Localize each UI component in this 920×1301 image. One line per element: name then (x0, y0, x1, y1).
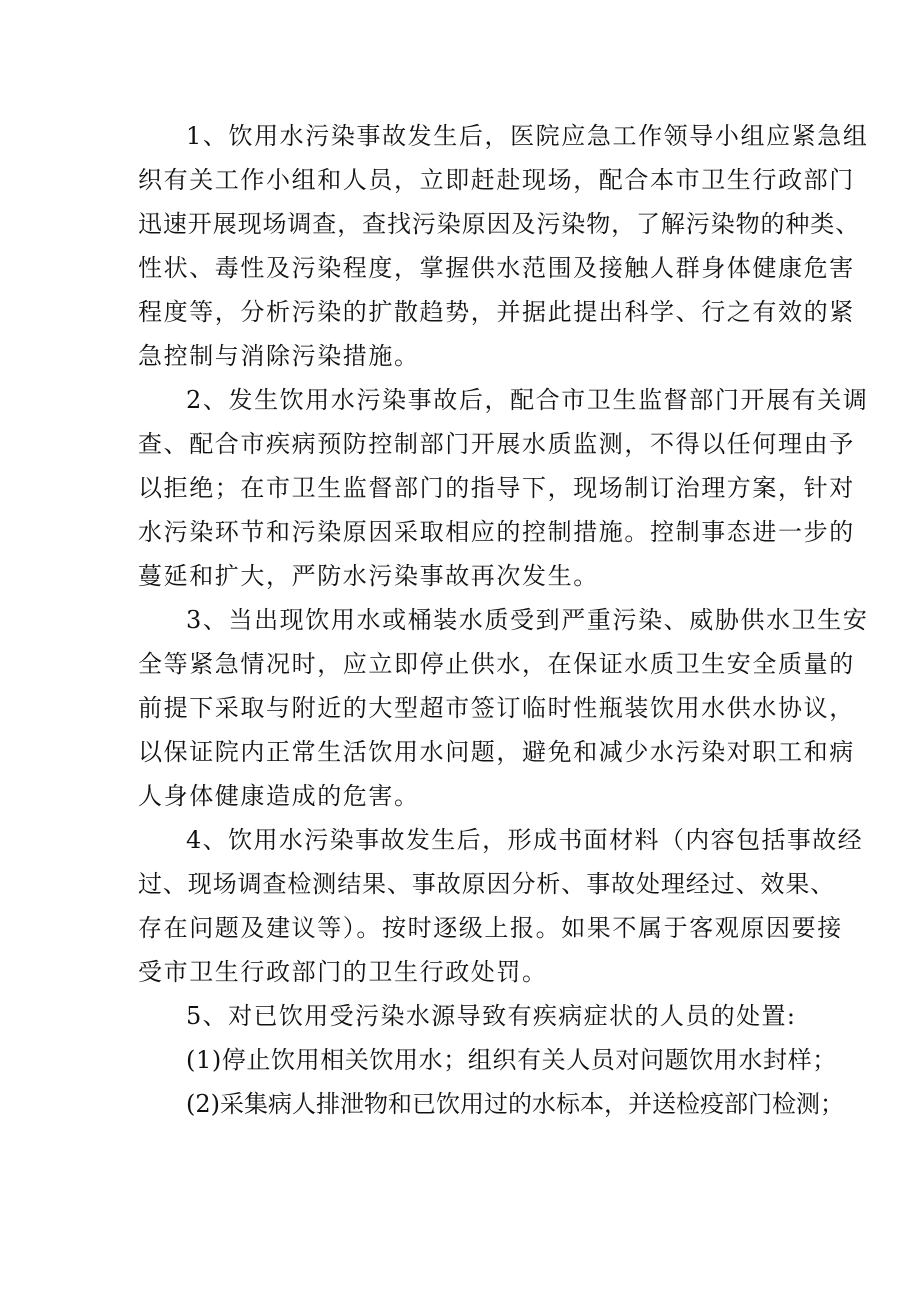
paragraph-4-line-1: 4、饮用水污染事故发生后，形成书面材料（内容包括事故经 (186, 826, 864, 854)
paragraph-5-line-1: 5、对已饮用受污染水源导致有疾病症状的人员的处置: (186, 1002, 797, 1030)
paragraph-1-line-4: 性状、毒性及污染程度，掌握供水范围及接触人群身体健康危害 (138, 254, 855, 282)
paragraph-1-line-3: 迅速开展现场调查，查找污染原因及污染物，了解污染物的种类、 (138, 210, 861, 238)
paragraph-2-line-4: 水污染环节和污染原因采取相应的控制措施。控制事态进一步的 (138, 518, 855, 546)
paragraph-2-line-2: 查、配合市疾病预防控制部门开展水质监测，不得以任何理由予 (138, 430, 855, 458)
paragraph-2-line-3: 以拒绝；在市卫生监督部门的指导下，现场制订治理方案，针对 (138, 474, 855, 502)
paragraph-2-line-5: 蔓延和扩大，严防水污染事故再次发生。 (138, 562, 599, 590)
paragraph-3-line-4: 以保证院内正常生活饮用水问题，避免和减少水污染对职工和病 (138, 738, 855, 766)
paragraph-3-line-3: 前提下采取与附近的大型超市签订临时性瓶装饮用水供水协议， (138, 694, 855, 722)
paragraph-1-line-6: 急控制与消除污染措施。 (138, 342, 420, 370)
list-item-2: (2)采集病人排泄物和已饮用过的水标本，并送检疫部门检测； (186, 1090, 844, 1118)
paragraph-4-line-3: 存在问题及建议等）。按时逐级上报。如果不属于客观原因要接 (138, 914, 843, 942)
paragraph-3-line-5: 人身体健康造成的危害。 (138, 782, 420, 810)
paragraph-3-line-2: 全等紧急情况时，应立即停止供水，在保证水质卫生安全质量的 (138, 650, 855, 678)
paragraph-1-line-1: 1、饮用水污染事故发生后，医院应急工作领导小组应紧急组 (186, 122, 869, 150)
paragraph-4-line-4: 受市卫生行政部门的卫生行政处罚。 (138, 958, 548, 986)
paragraph-2-line-1: 2、发生饮用水污染事故后，配合市卫生监督部门开展有关调 (186, 386, 869, 414)
paragraph-4-line-2: 过、现场调查检测结果、事故原因分析、事故处理经过、效果、 (138, 870, 836, 898)
paragraph-1-line-2: 织有关工作小组和人员，立即赶赴现场，配合本市卫生行政部门 (138, 166, 855, 194)
paragraph-3-line-1: 3、当出现饮用水或桶装水质受到严重污染、威胁供水卫生安 (186, 606, 869, 634)
list-item-1: (1)停止饮用相关饮用水；组织有关人员对问题饮用水封样； (186, 1046, 837, 1074)
paragraph-1-line-5: 程度等，分析污染的扩散趋势，并据此提出科学、行之有效的紧 (138, 298, 855, 326)
